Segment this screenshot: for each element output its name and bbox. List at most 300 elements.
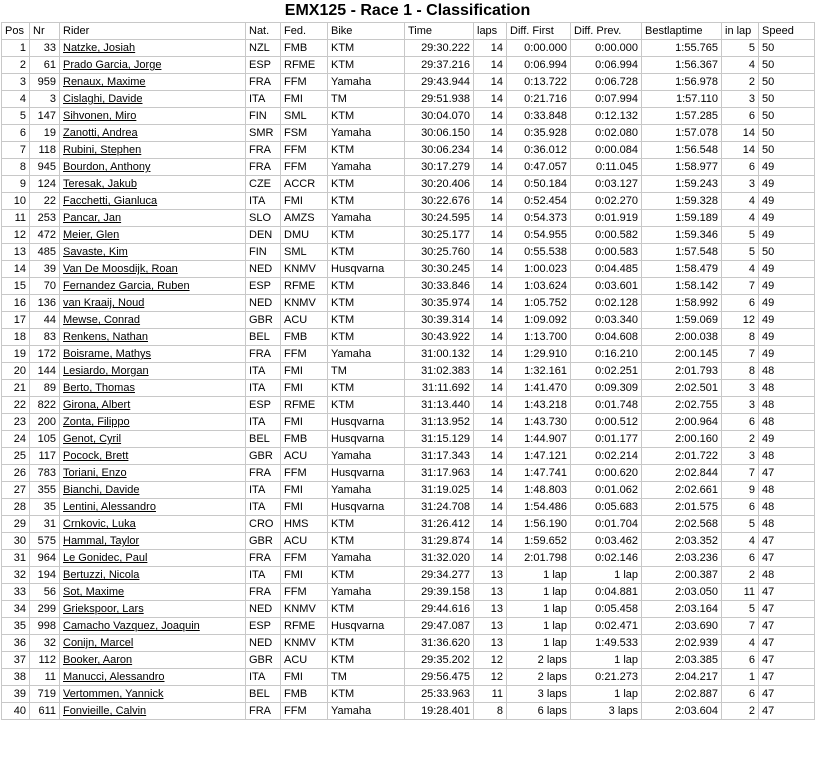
cell-time: 30:43.922 — [405, 329, 474, 346]
cell-bestlaptime: 2:00.145 — [642, 346, 722, 363]
cell-speed: 48 — [759, 448, 815, 465]
cell-bestlaptime: 1:55.765 — [642, 40, 722, 57]
cell-in-lap: 4 — [722, 57, 759, 74]
cell-laps: 14 — [474, 159, 507, 176]
cell-rider — [60, 312, 246, 329]
column-header-bestlaptime: Bestlaptime — [642, 23, 722, 40]
cell-time: 29:51.938 — [405, 91, 474, 108]
cell-nr: 200 — [30, 414, 60, 431]
cell-bestlaptime: 1:56.548 — [642, 142, 722, 159]
cell-diff-prev: 0:04.881 — [571, 584, 642, 601]
rider-link[interactable]: Lesiardo, Morgan — [63, 365, 149, 377]
cell-diff-prev: 0:03.462 — [571, 533, 642, 550]
cell-diff-prev: 0:00.512 — [571, 414, 642, 431]
cell-in-lap: 3 — [722, 176, 759, 193]
cell-speed: 47 — [759, 550, 815, 567]
cell-bike: Yamaha — [328, 74, 405, 91]
cell-nr: 144 — [30, 363, 60, 380]
cell-nr: 611 — [30, 703, 60, 720]
cell-laps: 14 — [474, 346, 507, 363]
cell-bike: KTM — [328, 329, 405, 346]
cell-diff-first: 2 laps — [507, 652, 571, 669]
cell-speed: 50 — [759, 142, 815, 159]
cell-diff-first: 1:43.730 — [507, 414, 571, 431]
cell-nat: ITA — [246, 567, 281, 584]
cell-pos: 20 — [2, 363, 30, 380]
rider-link[interactable]: Bertuzzi, Nicola — [63, 569, 140, 581]
rider-link[interactable]: Hammal, Taylor — [63, 535, 140, 547]
cell-diff-first: 3 laps — [507, 686, 571, 703]
rider-link[interactable]: Bianchi, Davide — [63, 484, 140, 496]
table-row — [2, 278, 815, 295]
table-row — [2, 210, 815, 227]
rider-link[interactable]: Camacho Vazquez, Joaquin — [63, 620, 200, 632]
cell-diff-prev: 0:02.251 — [571, 363, 642, 380]
cell-rider — [60, 533, 246, 550]
cell-time: 30:24.595 — [405, 210, 474, 227]
rider-link[interactable]: Pocock, Brett — [63, 450, 129, 462]
table-row — [2, 448, 815, 465]
rider-link[interactable]: Natzke, Josiah — [63, 42, 136, 54]
cell-diff-prev: 0:04.485 — [571, 261, 642, 278]
cell-laps: 14 — [474, 261, 507, 278]
cell-pos: 37 — [2, 652, 30, 669]
rider-link[interactable]: Vertommen, Yannick — [63, 688, 164, 700]
cell-nr: 35 — [30, 499, 60, 516]
cell-rider — [60, 193, 246, 210]
cell-nr: 70 — [30, 278, 60, 295]
cell-fed: FFM — [281, 142, 328, 159]
cell-fed: DMU — [281, 227, 328, 244]
rider-link[interactable]: Rubini, Stephen — [63, 144, 142, 156]
cell-bike: KTM — [328, 516, 405, 533]
cell-fed: FMI — [281, 193, 328, 210]
cell-bike: KTM — [328, 601, 405, 618]
table-row — [2, 125, 815, 142]
cell-nr: 44 — [30, 312, 60, 329]
rider-link[interactable]: Lentini, Alessandro — [63, 501, 156, 513]
cell-speed: 49 — [759, 312, 815, 329]
cell-pos: 15 — [2, 278, 30, 295]
cell-nat: GBR — [246, 533, 281, 550]
cell-fed: KNMV — [281, 261, 328, 278]
cell-fed: FMI — [281, 363, 328, 380]
cell-diff-prev: 1:49.533 — [571, 635, 642, 652]
cell-laps: 14 — [474, 550, 507, 567]
cell-speed: 47 — [759, 601, 815, 618]
table-row — [2, 652, 815, 669]
cell-laps: 14 — [474, 295, 507, 312]
cell-diff-prev: 0:01.919 — [571, 210, 642, 227]
cell-nat: DEN — [246, 227, 281, 244]
cell-bestlaptime: 2:01.722 — [642, 448, 722, 465]
cell-fed: RFME — [281, 57, 328, 74]
cell-speed: 47 — [759, 618, 815, 635]
cell-bike: Husqvarna — [328, 618, 405, 635]
cell-laps: 14 — [474, 482, 507, 499]
cell-diff-prev: 0:09.309 — [571, 380, 642, 397]
rider-link[interactable]: Manucci, Alessandro — [63, 671, 165, 683]
cell-pos: 30 — [2, 533, 30, 550]
cell-bike: Yamaha — [328, 584, 405, 601]
column-header-pos: Pos — [2, 23, 30, 40]
table-row — [2, 91, 815, 108]
cell-in-lap: 6 — [722, 295, 759, 312]
rider-link[interactable]: Cislaghi, Davide — [63, 93, 143, 105]
cell-in-lap: 4 — [722, 635, 759, 652]
cell-rider — [60, 516, 246, 533]
cell-diff-prev: 0:04.608 — [571, 329, 642, 346]
cell-diff-prev: 0:00.000 — [571, 40, 642, 57]
cell-bestlaptime: 1:59.189 — [642, 210, 722, 227]
rider-link[interactable]: Zonta, Filippo — [63, 416, 130, 428]
cell-nat: SLO — [246, 210, 281, 227]
cell-time: 31:26.412 — [405, 516, 474, 533]
page-title: EMX125 - Race 1 - Classification — [284, 2, 531, 19]
cell-laps: 14 — [474, 448, 507, 465]
cell-nat: ITA — [246, 91, 281, 108]
cell-laps: 14 — [474, 431, 507, 448]
cell-in-lap: 14 — [722, 142, 759, 159]
cell-nat: FRA — [246, 74, 281, 91]
rider-link[interactable]: Mewse, Conrad — [63, 314, 141, 326]
cell-fed: FFM — [281, 550, 328, 567]
cell-speed: 47 — [759, 652, 815, 669]
cell-bike: KTM — [328, 380, 405, 397]
cell-time: 29:39.158 — [405, 584, 474, 601]
cell-nat: NED — [246, 261, 281, 278]
rider-link[interactable]: Toriani, Enzo — [63, 467, 127, 479]
rider-link[interactable]: Zanotti, Andrea — [63, 127, 138, 139]
rider-link[interactable]: Griekspoor, Lars — [63, 603, 144, 615]
cell-fed: FMB — [281, 40, 328, 57]
rider-link[interactable]: Berto, Thomas — [63, 382, 135, 394]
cell-in-lap: 8 — [722, 363, 759, 380]
cell-fed: RFME — [281, 397, 328, 414]
cell-diff-prev: 0:01.748 — [571, 397, 642, 414]
table-row — [2, 414, 815, 431]
cell-time: 29:34.277 — [405, 567, 474, 584]
cell-bike: Husqvarna — [328, 465, 405, 482]
cell-bike: KTM — [328, 227, 405, 244]
cell-fed: FFM — [281, 74, 328, 91]
cell-rider — [60, 635, 246, 652]
rider-link[interactable]: Conijn, Marcel — [63, 637, 134, 649]
cell-bestlaptime: 1:59.346 — [642, 227, 722, 244]
cell-laps: 14 — [474, 312, 507, 329]
rider-link[interactable]: Van De Moosdijk, Roan — [63, 263, 178, 275]
rider-link[interactable]: van Kraaij, Noud — [63, 297, 145, 309]
rider-link[interactable]: Le Gonidec, Paul — [63, 552, 148, 564]
cell-bike: KTM — [328, 312, 405, 329]
cell-rider — [60, 227, 246, 244]
cell-fed: FMB — [281, 686, 328, 703]
rider-link[interactable]: Renkens, Nathan — [63, 331, 148, 343]
cell-bestlaptime: 1:58.992 — [642, 295, 722, 312]
cell-nat: ESP — [246, 397, 281, 414]
cell-bestlaptime: 2:00.964 — [642, 414, 722, 431]
cell-nat: ITA — [246, 669, 281, 686]
cell-nat: BEL — [246, 686, 281, 703]
cell-in-lap: 14 — [722, 125, 759, 142]
cell-bike: KTM — [328, 686, 405, 703]
cell-bestlaptime: 2:03.236 — [642, 550, 722, 567]
cell-time: 29:47.087 — [405, 618, 474, 635]
cell-pos: 27 — [2, 482, 30, 499]
cell-in-lap: 7 — [722, 465, 759, 482]
cell-diff-first: 1:09.092 — [507, 312, 571, 329]
cell-in-lap: 5 — [722, 601, 759, 618]
cell-in-lap: 1 — [722, 669, 759, 686]
cell-fed: ACCR — [281, 176, 328, 193]
cell-bestlaptime: 2:02.661 — [642, 482, 722, 499]
cell-bestlaptime: 1:58.479 — [642, 261, 722, 278]
table-row — [2, 601, 815, 618]
cell-time: 29:44.616 — [405, 601, 474, 618]
cell-laps: 14 — [474, 278, 507, 295]
cell-rider — [60, 142, 246, 159]
cell-nr: 998 — [30, 618, 60, 635]
column-header-diff-first: Diff. First — [507, 23, 571, 40]
cell-pos: 4 — [2, 91, 30, 108]
cell-laps: 14 — [474, 516, 507, 533]
cell-nr: 945 — [30, 159, 60, 176]
cell-nr: 959 — [30, 74, 60, 91]
cell-laps: 14 — [474, 329, 507, 346]
cell-fed: FFM — [281, 159, 328, 176]
cell-speed: 49 — [759, 278, 815, 295]
cell-pos: 11 — [2, 210, 30, 227]
cell-laps: 14 — [474, 499, 507, 516]
cell-rider — [60, 397, 246, 414]
cell-rider — [60, 244, 246, 261]
cell-laps: 12 — [474, 652, 507, 669]
cell-speed: 50 — [759, 125, 815, 142]
cell-diff-first: 1:44.907 — [507, 431, 571, 448]
table-row — [2, 329, 815, 346]
table-row — [2, 295, 815, 312]
cell-bestlaptime: 2:03.385 — [642, 652, 722, 669]
cell-time: 31:19.025 — [405, 482, 474, 499]
cell-bestlaptime: 2:02.887 — [642, 686, 722, 703]
table-row — [2, 482, 815, 499]
cell-in-lap: 6 — [722, 159, 759, 176]
cell-laps: 12 — [474, 669, 507, 686]
table-row — [2, 533, 815, 550]
cell-diff-prev: 1 lap — [571, 567, 642, 584]
cell-pos: 40 — [2, 703, 30, 720]
cell-diff-first: 2:01.798 — [507, 550, 571, 567]
cell-speed: 49 — [759, 261, 815, 278]
cell-nat: SMR — [246, 125, 281, 142]
cell-nat: ITA — [246, 482, 281, 499]
cell-laps: 14 — [474, 465, 507, 482]
table-row — [2, 584, 815, 601]
cell-bike: Husqvarna — [328, 499, 405, 516]
cell-time: 31:13.440 — [405, 397, 474, 414]
rider-link[interactable]: Fernandez Garcia, Ruben — [63, 280, 190, 292]
cell-speed: 50 — [759, 244, 815, 261]
cell-diff-prev: 0:02.146 — [571, 550, 642, 567]
cell-time: 31:15.129 — [405, 431, 474, 448]
cell-diff-prev: 1 lap — [571, 652, 642, 669]
cell-diff-prev: 0:06.728 — [571, 74, 642, 91]
cell-diff-prev: 0:02.471 — [571, 618, 642, 635]
cell-diff-first: 0:52.454 — [507, 193, 571, 210]
cell-fed: FMI — [281, 482, 328, 499]
cell-diff-prev: 0:05.458 — [571, 601, 642, 618]
cell-rider — [60, 448, 246, 465]
cell-rider — [60, 380, 246, 397]
cell-laps: 14 — [474, 414, 507, 431]
rider-link[interactable]: Prado Garcia, Jorge — [63, 59, 162, 71]
cell-diff-first: 0:21.716 — [507, 91, 571, 108]
cell-nat: FRA — [246, 465, 281, 482]
cell-diff-first: 0:36.012 — [507, 142, 571, 159]
rider-link[interactable]: Booker, Aaron — [63, 654, 133, 666]
cell-nat: FRA — [246, 346, 281, 363]
cell-diff-first: 1:05.752 — [507, 295, 571, 312]
cell-in-lap: 6 — [722, 108, 759, 125]
cell-speed: 49 — [759, 329, 815, 346]
cell-pos: 10 — [2, 193, 30, 210]
rider-link[interactable]: Facchetti, Gianluca — [63, 195, 158, 207]
cell-nat: ITA — [246, 499, 281, 516]
cell-bike: KTM — [328, 57, 405, 74]
cell-pos: 2 — [2, 57, 30, 74]
cell-in-lap: 2 — [722, 431, 759, 448]
cell-bestlaptime: 2:03.604 — [642, 703, 722, 720]
cell-time: 29:37.216 — [405, 57, 474, 74]
cell-rider — [60, 57, 246, 74]
cell-fed: FMI — [281, 380, 328, 397]
cell-in-lap: 7 — [722, 346, 759, 363]
cell-laps: 13 — [474, 584, 507, 601]
rider-link[interactable]: Fonvieille, Calvin — [63, 705, 147, 717]
column-header-nat: Nat. — [246, 23, 281, 40]
cell-diff-first: 1 lap — [507, 584, 571, 601]
cell-bestlaptime: 1:58.142 — [642, 278, 722, 295]
cell-rider — [60, 567, 246, 584]
cell-pos: 7 — [2, 142, 30, 159]
cell-time: 31:29.874 — [405, 533, 474, 550]
rider-link[interactable]: Girona, Albert — [63, 399, 131, 411]
cell-laps: 14 — [474, 210, 507, 227]
cell-fed: KNMV — [281, 601, 328, 618]
cell-bestlaptime: 1:57.110 — [642, 91, 722, 108]
cell-bike: Yamaha — [328, 448, 405, 465]
cell-fed: ACU — [281, 652, 328, 669]
cell-diff-prev: 0:07.994 — [571, 91, 642, 108]
cell-in-lap: 3 — [722, 380, 759, 397]
rider-link[interactable]: Meier, Glen — [63, 229, 120, 241]
table-row — [2, 567, 815, 584]
cell-nr: 355 — [30, 482, 60, 499]
rider-link[interactable]: Crnkovic, Luka — [63, 518, 136, 530]
cell-nr: 719 — [30, 686, 60, 703]
cell-nr: 117 — [30, 448, 60, 465]
cell-time: 30:25.177 — [405, 227, 474, 244]
rider-link[interactable]: Sihvonen, Miro — [63, 110, 137, 122]
cell-rider — [60, 669, 246, 686]
cell-fed: ACU — [281, 533, 328, 550]
rider-link[interactable]: Genot, Cyril — [63, 433, 122, 445]
cell-bike: TM — [328, 363, 405, 380]
cell-bestlaptime: 1:56.367 — [642, 57, 722, 74]
cell-pos: 25 — [2, 448, 30, 465]
cell-bike: Yamaha — [328, 703, 405, 720]
cell-rider — [60, 584, 246, 601]
cell-in-lap: 8 — [722, 329, 759, 346]
cell-bike: KTM — [328, 176, 405, 193]
cell-pos: 28 — [2, 499, 30, 516]
table-row — [2, 397, 815, 414]
cell-time: 30:04.070 — [405, 108, 474, 125]
rider-link[interactable]: Bourdon, Anthony — [63, 161, 151, 173]
cell-in-lap: 4 — [722, 261, 759, 278]
cell-fed: FMI — [281, 499, 328, 516]
cell-diff-prev: 0:06.994 — [571, 57, 642, 74]
cell-in-lap: 6 — [722, 686, 759, 703]
cell-rider — [60, 482, 246, 499]
cell-rider — [60, 40, 246, 57]
cell-nr: 299 — [30, 601, 60, 618]
cell-nat: GBR — [246, 448, 281, 465]
table-row — [2, 74, 815, 91]
cell-time: 19:28.401 — [405, 703, 474, 720]
cell-bestlaptime: 2:02.568 — [642, 516, 722, 533]
cell-laps: 13 — [474, 567, 507, 584]
cell-diff-prev: 3 laps — [571, 703, 642, 720]
cell-bike: TM — [328, 669, 405, 686]
rider-link[interactable]: Pancar, Jan — [63, 212, 122, 224]
table-row — [2, 346, 815, 363]
cell-rider — [60, 465, 246, 482]
cell-time: 31:32.020 — [405, 550, 474, 567]
cell-rider — [60, 363, 246, 380]
table-row — [2, 57, 815, 74]
rider-link[interactable]: Renaux, Maxime — [63, 76, 146, 88]
cell-bike: Yamaha — [328, 159, 405, 176]
cell-diff-first: 0:00.000 — [507, 40, 571, 57]
cell-pos: 26 — [2, 465, 30, 482]
cell-bike: KTM — [328, 244, 405, 261]
cell-bestlaptime: 1:58.977 — [642, 159, 722, 176]
cell-laps: 14 — [474, 380, 507, 397]
cell-time: 31:11.692 — [405, 380, 474, 397]
cell-pos: 6 — [2, 125, 30, 142]
cell-time: 30:17.279 — [405, 159, 474, 176]
rider-link[interactable]: Savaste, Kim — [63, 246, 128, 258]
rider-link[interactable]: Boisrame, Mathys — [63, 348, 152, 360]
cell-pos: 8 — [2, 159, 30, 176]
cell-bike: KTM — [328, 397, 405, 414]
table-row — [2, 142, 815, 159]
rider-link[interactable]: Teresak, Jakub — [63, 178, 137, 190]
cell-in-lap: 4 — [722, 533, 759, 550]
cell-nr: 83 — [30, 329, 60, 346]
cell-time: 31:17.343 — [405, 448, 474, 465]
cell-fed: FMB — [281, 431, 328, 448]
cell-pos: 19 — [2, 346, 30, 363]
cell-time: 29:56.475 — [405, 669, 474, 686]
cell-diff-prev: 0:02.080 — [571, 125, 642, 142]
rider-link[interactable]: Sot, Maxime — [63, 586, 125, 598]
cell-diff-first: 0:55.538 — [507, 244, 571, 261]
cell-bestlaptime: 2:02.501 — [642, 380, 722, 397]
cell-diff-prev: 0:02.128 — [571, 295, 642, 312]
cell-nat: FIN — [246, 108, 281, 125]
